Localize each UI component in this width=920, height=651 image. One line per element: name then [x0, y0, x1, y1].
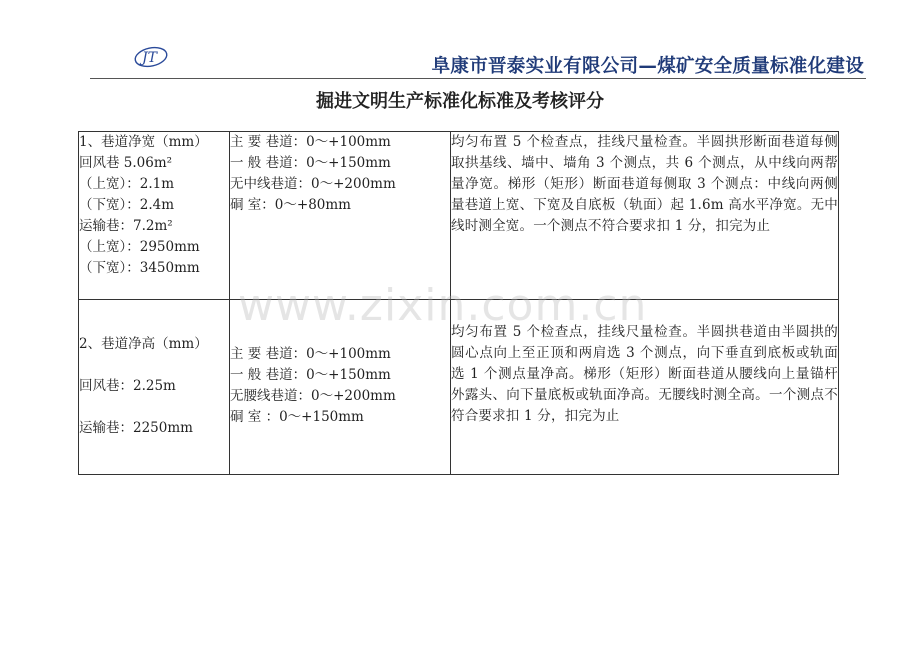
item-line: 回风巷 5.06m²	[79, 155, 173, 171]
company-logo	[133, 42, 169, 70]
document-title: 掘进文明生产标准化标准及考核评分	[316, 91, 604, 112]
method-cell	[451, 300, 839, 475]
tolerance-line: 无腰线巷道：0～+200mm	[230, 388, 396, 404]
item-cell	[79, 300, 230, 475]
header-rule	[90, 78, 866, 79]
method-text: 均匀布置 5 个检查点，挂线尺量检查。半圆拱形断面巷道每侧取拱基线、墙中、墙角 3 个测点，共 6 个测点，从中线向两帮量净宽。梯形（矩形）断面巷道每侧取 3 个测点：中线向两侧量巷道上宽、下宽及自底板（轨面）起 1.6m 高水平净宽。无中线时测全宽。一个测点不符合要求扣 1 分，扣完为止	[451, 134, 838, 234]
tolerance-cell	[230, 300, 451, 475]
item-heading: 1、巷道净宽（mm）	[79, 134, 208, 150]
tolerance-line: 无中线巷道：0～+200mm	[230, 176, 396, 192]
tolerance-line: 一 般 巷道：0～+150mm	[230, 367, 391, 383]
watermark: www.zixin.com.cn	[238, 280, 648, 331]
item-heading: 2、巷道净高（mm）	[79, 336, 208, 352]
item-line: （上宽）：2.1m	[79, 176, 175, 192]
tolerance-line: 主 要 巷道：0～+100mm	[230, 134, 391, 150]
item-line: （上宽）：2950mm	[79, 239, 200, 255]
item-line: 运输巷：7.2m²	[79, 218, 173, 234]
company-header: 阜康市晋泰实业有限公司—煤矿安全质量标准化建设	[431, 56, 864, 77]
tolerance-line: 一 般 巷道：0～+150mm	[230, 155, 391, 171]
tolerance-cell	[230, 132, 451, 300]
table-row	[79, 300, 839, 475]
tolerance-line: 主 要 巷道：0～+100mm	[230, 346, 391, 362]
tolerance-line: 硐 室：0～+80mm	[230, 197, 351, 213]
method-text: 均匀布置 5 个检查点，挂线尺量检查。半圆拱巷道由半圆拱的圆心点向上至正顶和两肩选 3 个测点，向下垂直到底板或轨面选 1 个测点量净高。梯形（矩形）断面巷道从腰线向上量锚杆外露头、向下量底板或轨面净高。无腰线时测全高。一个测点不符合要求扣 1 分，扣完为止	[451, 324, 838, 424]
item-line: （下宽）：2.4m	[79, 197, 175, 213]
method-cell	[451, 132, 839, 300]
tolerance-line: 硐 室 ：0～+150mm	[230, 409, 364, 425]
standards-table	[78, 131, 839, 475]
table-row	[79, 132, 839, 300]
item-line: （下宽）：3450mm	[79, 260, 200, 276]
item-line: 运输巷：2250mm	[79, 420, 193, 436]
item-line: 回风巷：2.25m	[79, 378, 176, 394]
logo-text: JT	[142, 50, 157, 66]
item-cell	[79, 132, 230, 300]
